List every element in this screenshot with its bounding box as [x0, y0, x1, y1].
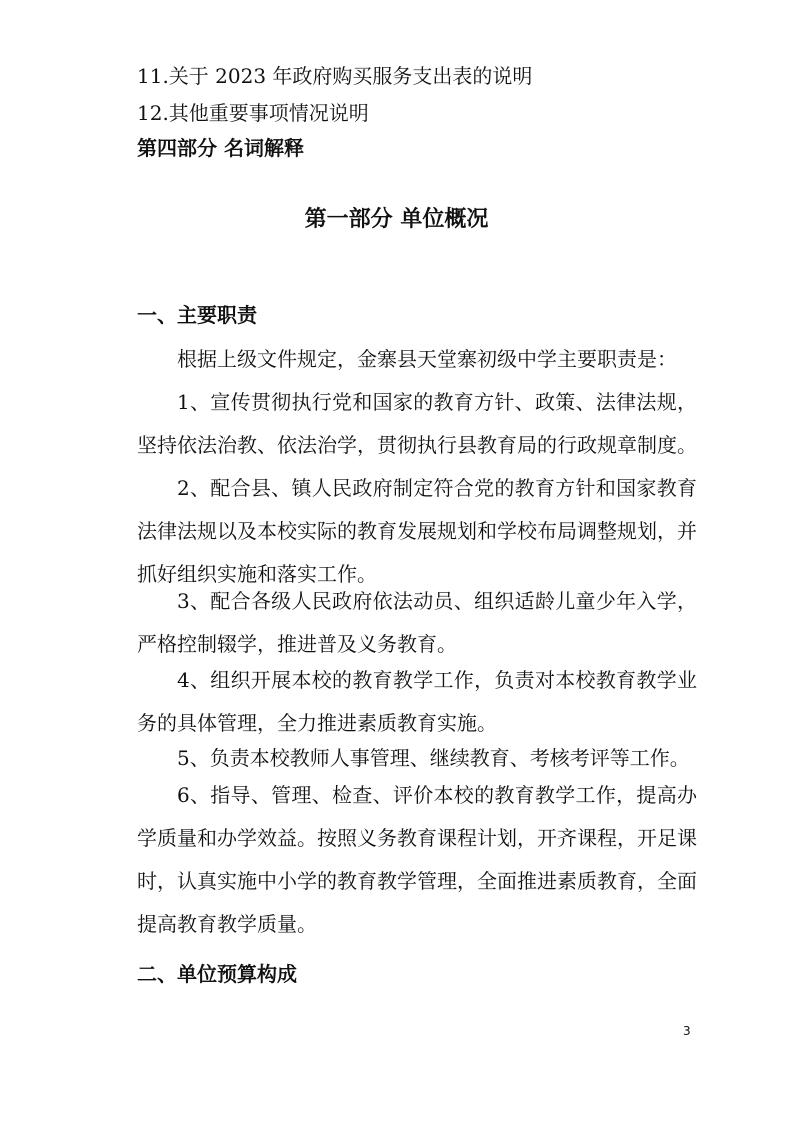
toc-item-11: 11.关于 2023 年政府购买服务支出表的说明: [137, 64, 533, 88]
duty-item-6: 6、指导、管理、检查、评价本校的教育教学工作，提高办学质量和办学效益。按照义务教育课程计划，开齐课程，开足课时，认真实施中小学的教育教学管理，全面推进素质教育，全面提高教育教学质量。: [137, 783, 697, 936]
toc-item-12: 12.其他重要事项情况说明: [137, 101, 369, 125]
page-number: 3: [683, 1024, 691, 1038]
toc-part-four: 第四部分 名词解释: [137, 136, 304, 160]
duty-item-2: 2、配合县、镇人民政府制定符合党的教育方针和国家教育法律法规以及本校实际的教育发展规划和学校布局调整规划，并抓好组织实施和落实工作。: [137, 476, 697, 586]
section-two-heading: 二、单位预算构成: [137, 962, 297, 986]
duty-item-4: 4、组织开展本校的教育教学工作，负责对本校教育教学业务的具体管理，全力推进素质教育实施。: [137, 668, 697, 735]
duties-intro: 根据上级文件规定，金寨县天堂寨初级中学主要职责是：: [177, 347, 677, 371]
part-one-title: 第一部分 单位概况: [304, 207, 489, 232]
duty-item-3: 3、配合各级人民政府依法动员、组织适龄儿童少年入学，严格控制辍学，推进普及义务教育。: [137, 589, 697, 656]
section-one-heading: 一、主要职责: [137, 303, 257, 327]
duty-item-5: 5、负责本校教师人事管理、继续教育、考核考评等工作。: [177, 746, 690, 770]
duty-item-1: 1、宣传贯彻执行党和国家的教育方针、政策、法律法规，坚持依法治教、依法治学，贯彻执行县教育局的行政规章制度。: [137, 390, 697, 457]
